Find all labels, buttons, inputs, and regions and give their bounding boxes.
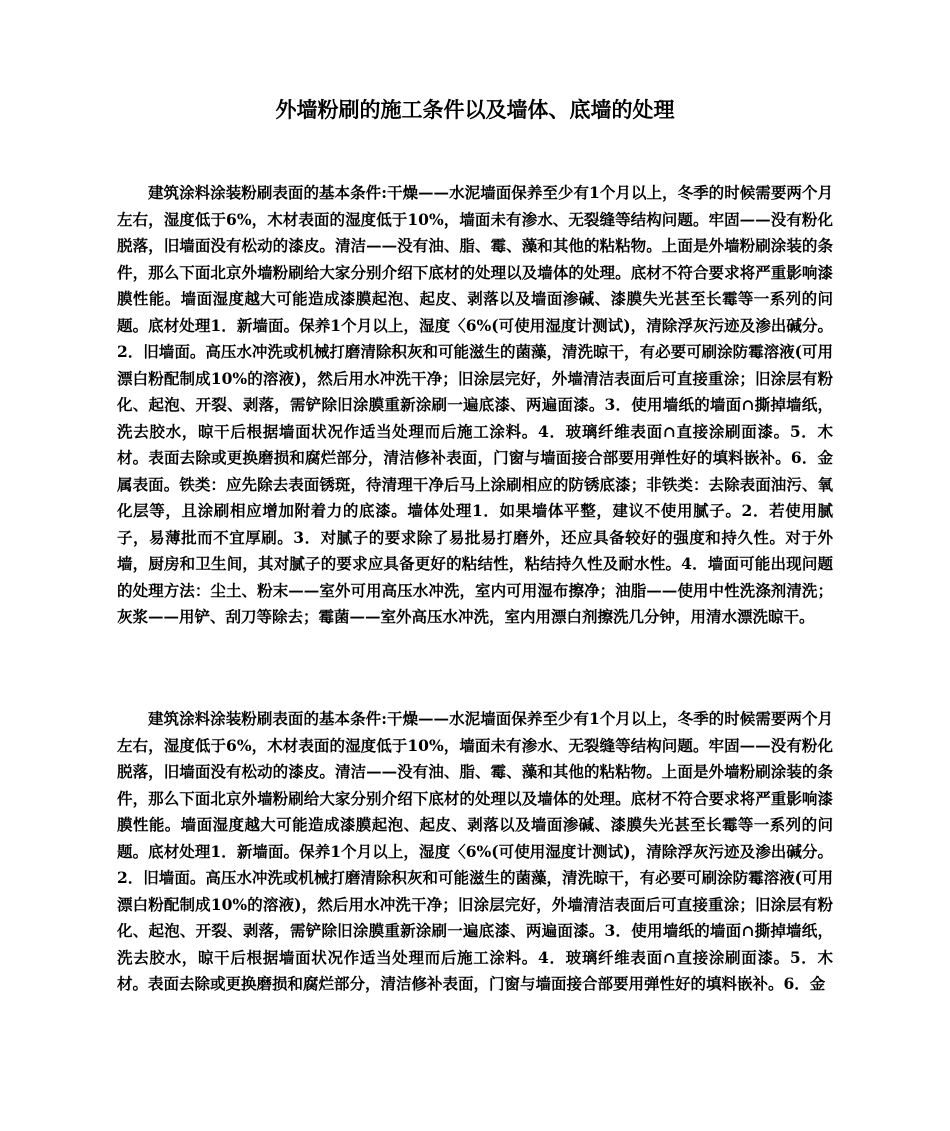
document-title: 外墙粉刷的施工条件以及墙体、底墙的处理 bbox=[275, 97, 675, 122]
body-paragraph-1: 建筑涂料涂装粉刷表面的基本条件:干燥——水泥墙面保养至少有1个月以上，冬季的时候需要两个月左右，湿度低于6%，木材表面的湿度低于10%，墙面未有渗水、无裂缝等结构问题。牢固——没有粉化脱落，旧墙面没有松动的漆皮。清洁——没有油、脂、霉、藻和其他的粘粘物。上面是外墙粉刷涂装的条件，那么下面北京外墙粉刷给大家分别介绍下底材的处理以及墙体的处理。底材不符合要求将严重影响漆膜性能。墙面湿度越大可能造成漆膜起泡、起皮、剥落以及墙面渗碱、漆膜失光甚至长霉等一系列的问题。底材处理1．新墙面。保养1个月以上，湿度〈6%(可使用湿度计测试)，清除浮灰污迹及渗出碱分。2．旧墙面。高压水冲洗或机械打磨清除积灰和可能滋生的菌藻，清洗晾干，有必要可刷涂防霉溶液(可用漂白粉配制成10%的溶液)，然后用水冲洗干净；旧涂层完好，外墙清洁表面后可直接重涂；旧涂层有粉化、起泡、开裂、剥落，需铲除旧涂膜重新涂刷一遍底漆、两遍面漆。3．使用墙纸的墙面∩撕掉墙纸，洗去胶水，晾干后根据墙面状况作适当处理而后施工涂料。4．玻璃纤维表面∩直接涂刷面漆。5．木材。表面去除或更换磨损和腐烂部分，清洁修补表面，门窗与墙面接合部要用弹性好的填料嵌补。6．金属表面。铁类：应先除去表面锈斑，待清理干净后马上涂刷相应的防锈底漆；非铁类：去除表面油污、氧化层等，且涂刷相应增加附着力的底漆。墙体处理1．如果墙体平整，建议不使用腻子。2．若使用腻子，易薄批而不宜厚刷。3．对腻子的要求除了易批易打磨外，还应具备较好的强度和持久性。对于外墙，厨房和卫生间，其对腻子的要求应具备更好的粘结性，粘结持久性及耐水性。4．墙面可能出现问题的处理方法：尘土、粉末——室外可用高压水冲洗，室内可用湿布擦净；油脂——使用中性洗涤剂清洗；灰浆——用铲、刮刀等除去；霉菌——室外高压水冲洗，室内用漂白剂擦洗几分钟，用清水漂洗晾干。 bbox=[117, 183, 833, 626]
body-paragraph-2: 建筑涂料涂装粉刷表面的基本条件:干燥——水泥墙面保养至少有1个月以上，冬季的时候需要两个月左右，湿度低于6%，木材表面的湿度低于10%，墙面未有渗水、无裂缝等结构问题。牢固——没有粉化脱落，旧墙面没有松动的漆皮。清洁——没有油、脂、霉、藻和其他的粘粘物。上面是外墙粉刷涂装的条件，那么下面北京外墙粉刷给大家分别介绍下底材的处理以及墙体的处理。底材不符合要求将严重影响漆膜性能。墙面湿度越大可能造成漆膜起泡、起皮、剥落以及墙面渗碱、漆膜失光甚至长霉等一系列的问题。底材处理1．新墙面。保养1个月以上，湿度〈6%(可使用湿度计测试)，清除浮灰污迹及渗出碱分。2．旧墙面。高压水冲洗或机械打磨清除积灰和可能滋生的菌藻，清洗晾干，有必要可刷涂防霉溶液(可用漂白粉配制成10%的溶液)，然后用水冲洗干净；旧涂层完好，外墙清洁表面后可直接重涂；旧涂层有粉化、起泡、开裂、剥落，需铲除旧涂膜重新涂刷一遍底漆、两遍面漆。3．使用墙纸的墙面∩撕掉墙纸，洗去胶水，晾干后根据墙面状况作适当处理而后施工涂料。4．玻璃纤维表面∩直接涂刷面漆。5．木材。表面去除或更换磨损和腐烂部分，清洁修补表面，门窗与墙面接合部要用弹性好的填料嵌补。6．金 bbox=[117, 709, 833, 993]
